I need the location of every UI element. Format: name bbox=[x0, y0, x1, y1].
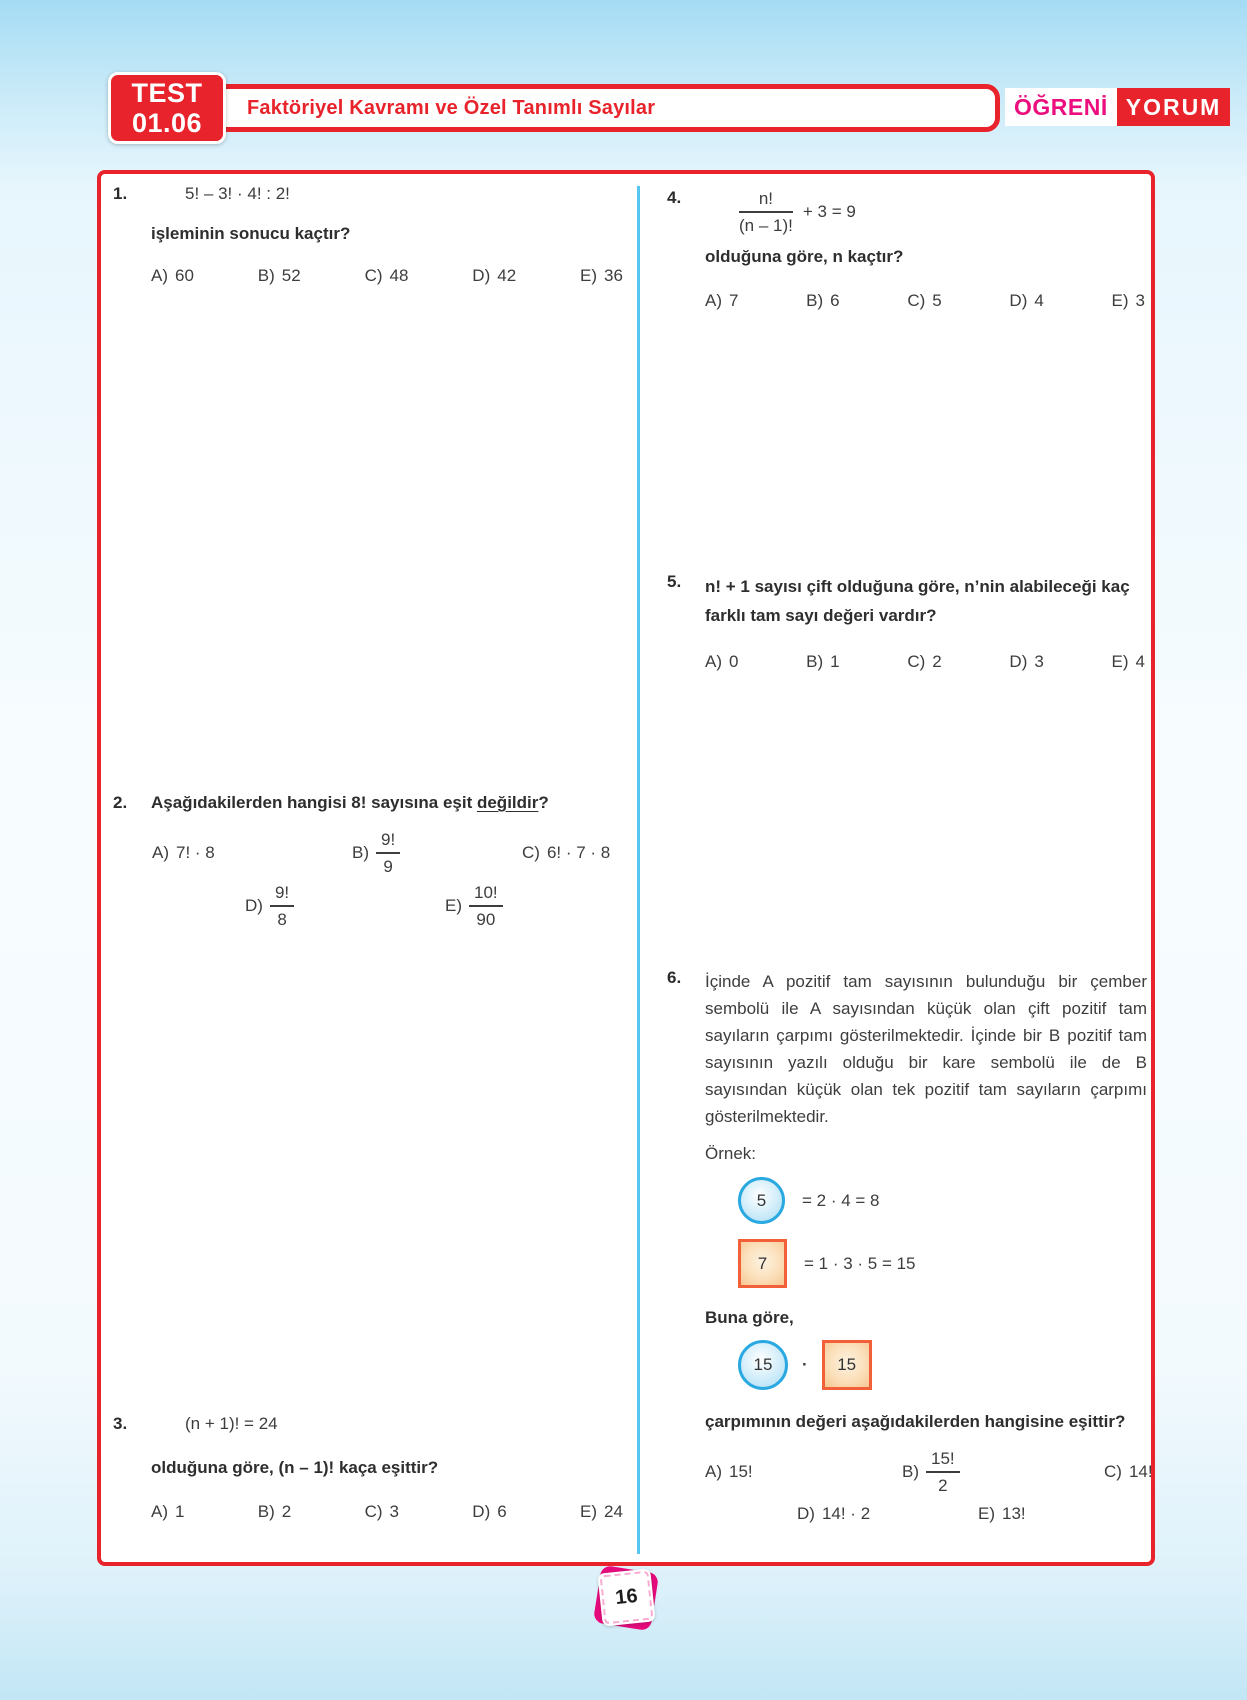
brand-logo bbox=[1005, 88, 1230, 126]
example-circle-row bbox=[738, 1177, 1153, 1224]
option: B) $\frac{9!}{9}$ bbox=[352, 827, 400, 879]
example-circle-result: = 2 · 4 = 8 bbox=[802, 1190, 880, 1210]
square-symbol: 7 bbox=[738, 1239, 787, 1288]
option: C) 5 bbox=[907, 290, 942, 310]
question-1-number: 1. bbox=[113, 184, 128, 203]
question-2-options-row2 bbox=[113, 879, 625, 933]
brand-logo-right: YORUM bbox=[1117, 88, 1231, 126]
brand-logo-left: ÖĞRENİ bbox=[1005, 88, 1117, 126]
example-square-result: = 1 · 3 · 5 = 15 bbox=[804, 1253, 916, 1273]
question-3-stem: olduğuna göre, (n – 1)! kaça eşittir? bbox=[151, 1458, 439, 1477]
option: A) 7 bbox=[705, 290, 739, 310]
question-4-options bbox=[705, 291, 1145, 311]
header-title-band bbox=[150, 84, 1000, 132]
question-3-number: 3. bbox=[113, 1414, 128, 1433]
question-6-stem: çarpımının değeri aşağıdakilerden hangisine eşittir? bbox=[705, 1412, 1126, 1431]
option: D) 42 bbox=[472, 266, 517, 285]
question-3-options bbox=[151, 1502, 623, 1522]
option: D) $\frac{9!}{8}$ bbox=[245, 879, 294, 933]
option: D) 4 bbox=[1009, 290, 1044, 310]
questions-frame bbox=[97, 170, 1155, 1566]
question-6-options-row1 bbox=[667, 1446, 1153, 1498]
multiply-operator: · bbox=[802, 1355, 808, 1374]
option: E) 4 bbox=[1111, 652, 1145, 671]
circle-symbol: 5 bbox=[738, 1177, 785, 1224]
question-3-formula: (n + 1)! = 24 bbox=[185, 1414, 278, 1433]
page-number: 16 bbox=[597, 1568, 655, 1626]
option: D) 3 bbox=[1009, 652, 1044, 671]
option: E) $\frac{10!}{90}$ bbox=[445, 879, 503, 933]
question-3 bbox=[113, 1414, 623, 1522]
page-title: Faktöriyel Kavramı ve Özel Tanımlı Sayılar bbox=[247, 96, 656, 119]
test-label: TEST bbox=[131, 78, 203, 108]
test-number: 01.06 bbox=[131, 108, 203, 138]
question-1-formula: 5! – 3! · 4! : 2! bbox=[185, 184, 290, 203]
option: A) 15! bbox=[705, 1462, 753, 1481]
underlined-word: değildir bbox=[476, 793, 539, 812]
question-4-stem: olduğuna göre, n kaçtır? bbox=[705, 246, 904, 266]
option: D) 6 bbox=[472, 1502, 507, 1521]
option: C) 14! bbox=[1104, 1462, 1153, 1481]
question-4 bbox=[667, 188, 1153, 311]
question-6 bbox=[667, 968, 1153, 1528]
question-5-options bbox=[705, 652, 1145, 672]
question-1-stem: işleminin sonucu kaçtır? bbox=[151, 224, 351, 243]
option: E) 36 bbox=[580, 266, 623, 285]
question-6-number: 6. bbox=[667, 968, 682, 987]
option: C) 3 bbox=[364, 1502, 399, 1521]
option: B) 52 bbox=[257, 266, 301, 285]
question-2 bbox=[113, 793, 625, 933]
option: B) 2 bbox=[257, 1502, 292, 1521]
option: B) 1 bbox=[806, 652, 840, 671]
option: B) 6 bbox=[806, 290, 840, 310]
column-divider bbox=[637, 186, 640, 1554]
question-2-options-row1 bbox=[113, 827, 625, 879]
option: C) 2 bbox=[907, 652, 942, 671]
fraction: $\frac{10!}{90}$ bbox=[469, 882, 503, 931]
question-6-lead-in: Buna göre, bbox=[705, 1308, 794, 1327]
option: A) 60 bbox=[151, 266, 194, 285]
test-number-badge bbox=[108, 72, 226, 144]
fraction: $\frac{9!}{9}$ bbox=[376, 829, 400, 878]
question-4-formula: $\frac{n!}{(n - 1)!}$ + 3 = 9 bbox=[739, 189, 856, 236]
question-2-stem: Aşağıdakilerden hangisi 8! sayısına eşit değildir? bbox=[151, 793, 549, 812]
square-symbol: 15 bbox=[822, 1340, 872, 1390]
question-2-number: 2. bbox=[113, 793, 128, 812]
fraction: $\frac{15!}{2}$ bbox=[926, 1448, 960, 1497]
question-4-number: 4. bbox=[667, 188, 682, 207]
circle-symbol: 15 bbox=[738, 1340, 788, 1390]
question-6-options-row2 bbox=[667, 1500, 1153, 1528]
question-1 bbox=[113, 184, 623, 286]
question-6-example-label: Örnek: bbox=[705, 1144, 757, 1163]
question-5 bbox=[667, 572, 1153, 672]
option: E) 24 bbox=[580, 1502, 623, 1521]
question-1-options bbox=[151, 266, 623, 286]
option: C) 48 bbox=[364, 266, 409, 285]
option: A) 7! · 8 bbox=[152, 843, 215, 862]
option: E) 13! bbox=[978, 1504, 1026, 1523]
option: C) 6! · 7 · 8 bbox=[522, 843, 611, 862]
fraction: $\frac{9!}{8}$ bbox=[270, 882, 294, 931]
page-number-badge bbox=[597, 1569, 659, 1631]
question-5-stem: n! + 1 sayısı çift olduğuna göre, n’nin alabileceği kaç farklı tam sayı değeri vardır? bbox=[705, 577, 1130, 625]
example-square-row bbox=[738, 1239, 1153, 1288]
option: A) 1 bbox=[151, 1502, 185, 1521]
question-5-number: 5. bbox=[667, 572, 682, 591]
fraction: $\frac{n!}{(n - 1)!}$ bbox=[739, 189, 793, 236]
option: A) 0 bbox=[705, 652, 739, 671]
question-6-expression bbox=[738, 1340, 1153, 1390]
option: B) $\frac{15!}{2}$ bbox=[902, 1446, 960, 1498]
option: D) 14! · 2 bbox=[797, 1504, 871, 1523]
question-6-paragraph: İçinde A pozitif tam sayısının bulunduğu bir çember sembolü ile A sayısından küçük olan çift pozitif tam sayıların çarpımı gösterilmektedir. İçinde bir B pozitif tam sayısının yazılı olduğu bir kare sembolü ile de B sayısından küçük olan tek pozitif tam sayıların çarpımı gösterilmektedir. bbox=[705, 972, 1147, 1126]
option: E) 3 bbox=[1111, 290, 1145, 310]
